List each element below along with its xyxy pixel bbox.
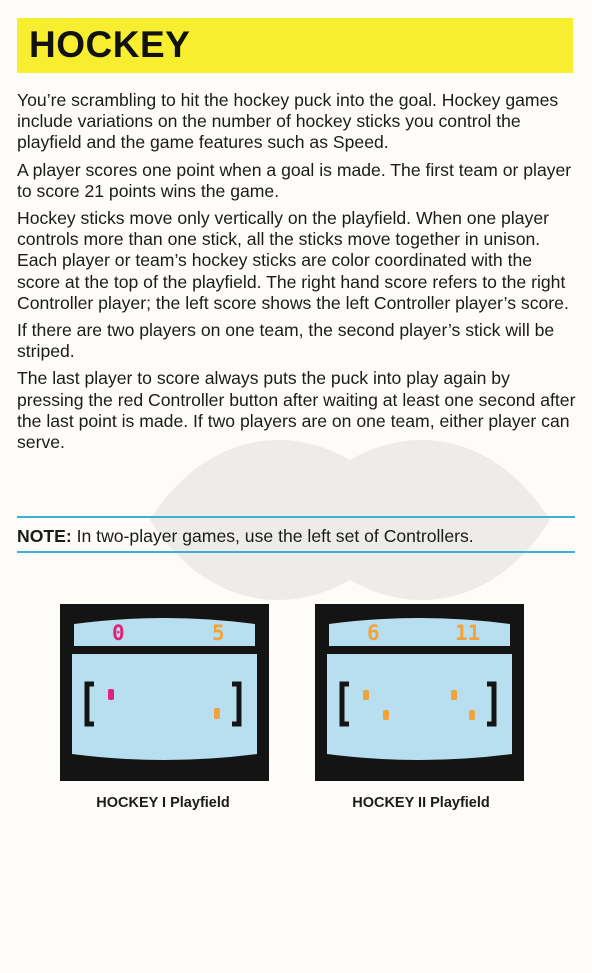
playfield [327, 654, 512, 760]
score-right: 11 [455, 621, 481, 645]
score-right: 5 [212, 621, 225, 645]
right-stick [214, 708, 220, 719]
right-stick-1 [451, 690, 457, 700]
divider-top [17, 516, 575, 518]
note [17, 526, 474, 547]
hockey-1-caption: HOCKEY I Playfield [96, 795, 230, 811]
left-stick-1 [363, 690, 369, 700]
hockey-2-caption: HOCKEY II Playfield [352, 795, 490, 811]
title-bar [17, 18, 573, 73]
score-area [74, 618, 255, 646]
left-stick [108, 689, 114, 700]
paragraph-scoring: A player scores one point when a goal is made. The first team or player to score 21 points wins the game. [17, 159, 572, 201]
paragraph-intro: You’re scrambling to hit the hockey puck into the goal. Hockey games include variations on the number of hockey sticks you control the playfield and the game features such as Speed. [17, 90, 559, 153]
page-title: HOCKEY [29, 24, 191, 65]
score-left: 0 [112, 621, 125, 645]
paragraph-sticks: Hockey sticks move only vertically on the playfield. When one player controls more than one stick, all the sticks move together in unison. Each player or team’s hockey sticks are color coordinated with the score at the top of the playfield. The right hand score refers to the right Controller player; the left score shows the left Controller player’s score. [17, 208, 569, 313]
hockey-2-playfield [315, 604, 524, 781]
right-stick-2 [469, 710, 475, 720]
score-left: 6 [367, 621, 380, 645]
hockey-1-playfield [60, 604, 269, 781]
note-label: NOTE: [17, 526, 72, 546]
left-stick-2 [383, 710, 389, 720]
playfield [72, 654, 257, 760]
score-area [329, 618, 510, 646]
note-text: In two-player games, use the left set of Controllers. [71, 526, 474, 546]
paragraph-striped: If there are two players on one team, the second player’s stick will be striped. [17, 320, 555, 362]
divider-bottom [17, 551, 575, 553]
paragraph-serve: The last player to score always puts the puck into play again by pressing the red Controller button after waiting at least one second after the last point is made. If two players are on one team, either player can serve. [17, 368, 576, 453]
body-text [17, 90, 577, 459]
